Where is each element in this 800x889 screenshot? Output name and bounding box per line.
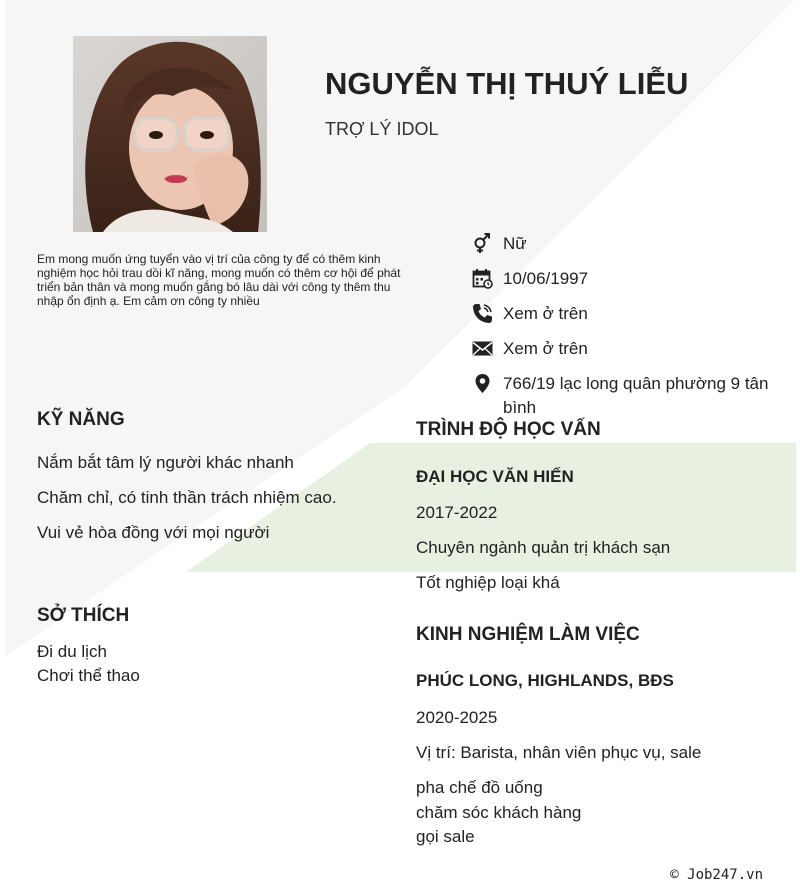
duty-item: chăm sóc khách hàng xyxy=(416,802,582,822)
contact-gender xyxy=(472,232,772,256)
skills-list xyxy=(37,450,337,555)
watermark: © Job247.vn xyxy=(670,867,763,883)
contact-address xyxy=(472,372,772,420)
gender-value: Nữ xyxy=(503,234,527,253)
gender-icon xyxy=(472,233,493,254)
hobby-item: Chơi thể thao xyxy=(37,666,140,685)
education-major: Chuyên ngành quản trị khách sạn xyxy=(416,538,671,557)
candidate-name: NGUYỄN THỊ THUÝ LIỄU xyxy=(325,66,689,101)
hobbies-heading: SỞ THÍCH xyxy=(37,605,130,626)
contact-email xyxy=(472,337,772,361)
skill-item: Vui vẻ hòa đồng với mọi người xyxy=(37,523,270,542)
experience-position: Vị trí: Barista, nhân viên phục vụ, sale xyxy=(416,743,702,762)
career-objective: Em mong muốn ứng tuyển vào vị trí của công ty để có thêm kinh nghiệm học hỏi trau dồi kĩ năng, mong muốn có thêm cơ hội để phát triển bản thân và mong muốn gắng bó lâu dài với công ty thêm thu nhập ổn định ạ. Em cảm ơn công ty nhiều xyxy=(37,252,401,308)
duty-item: gọi sale xyxy=(416,827,475,846)
email-value: Xem ở trên xyxy=(503,339,588,358)
education-period: 2017-2022 xyxy=(416,503,498,522)
contact-birthday xyxy=(472,267,772,291)
experience-company: PHÚC LONG, HIGHLANDS, BĐS xyxy=(416,671,674,690)
contact-phone xyxy=(472,302,772,326)
skill-item: Chăm chỉ, có tinh thần trách nhiệm cao. xyxy=(37,488,337,507)
hobbies-list xyxy=(37,640,337,688)
map-pin-icon xyxy=(472,373,493,394)
envelope-icon xyxy=(472,338,493,359)
skills-heading: KỸ NĂNG xyxy=(37,409,125,430)
education-grade: Tốt nghiệp loại khá xyxy=(416,573,560,592)
experience-duties xyxy=(416,776,581,850)
contact-info xyxy=(472,232,772,431)
profile-photo xyxy=(73,36,267,232)
birthday-value: 10/06/1997 xyxy=(503,269,589,288)
phone-icon xyxy=(472,303,493,324)
duty-item: pha chế đồ uống xyxy=(416,778,543,797)
address-value: 766/19 lạc long quân phường 9 tân bình xyxy=(503,374,769,417)
education-school: ĐẠI HỌC VĂN HIẾN xyxy=(416,467,574,486)
calendar-icon xyxy=(472,268,493,289)
skill-item: Nắm bắt tâm lý người khác nhanh xyxy=(37,453,294,472)
hobby-item: Đi du lịch xyxy=(37,642,107,661)
education-heading: TRÌNH ĐỘ HỌC VẤN xyxy=(416,419,601,440)
experience-period: 2020-2025 xyxy=(416,708,498,727)
job-title: TRỢ LÝ IDOL xyxy=(325,119,439,139)
phone-value: Xem ở trên xyxy=(503,304,588,323)
experience-heading: KINH NGHIỆM LÀM VIỆC xyxy=(416,624,640,645)
